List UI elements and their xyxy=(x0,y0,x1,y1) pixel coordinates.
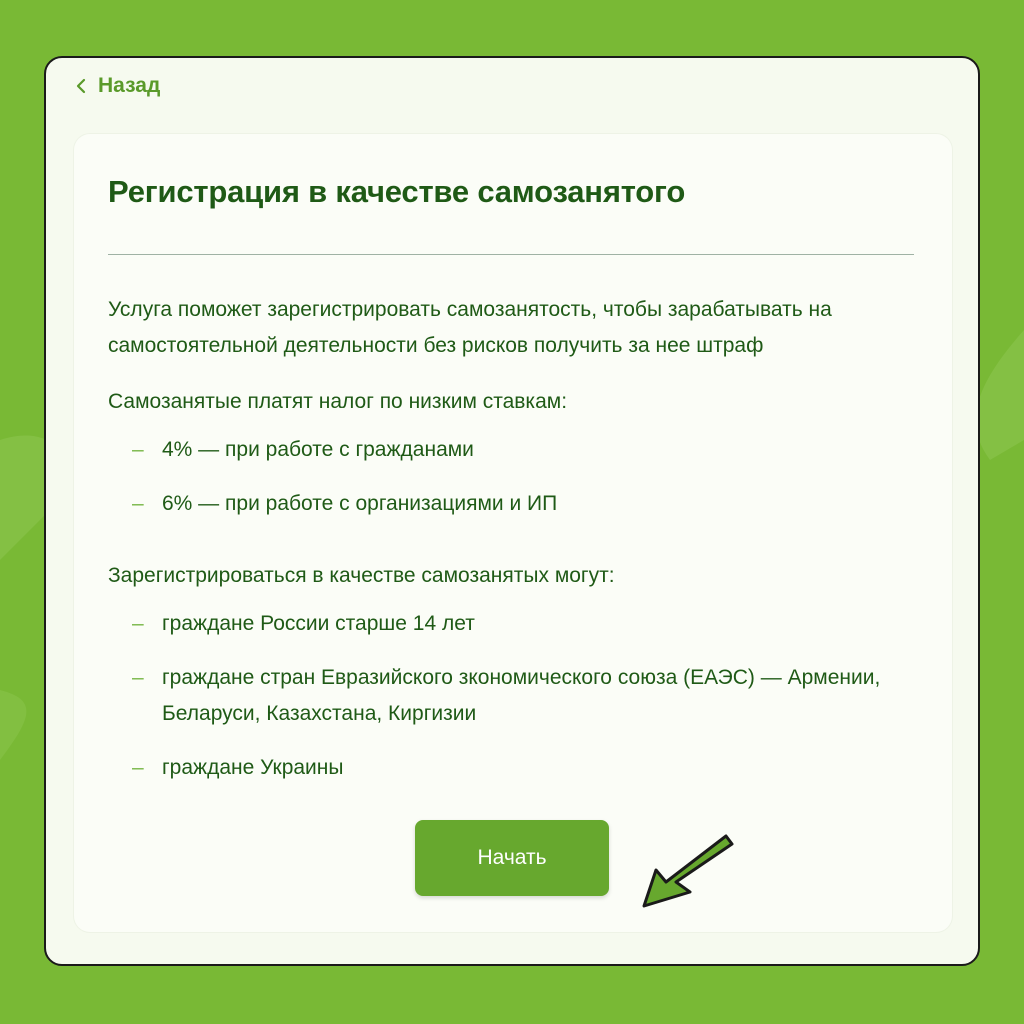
service-card xyxy=(74,134,952,932)
tax-rate-list xyxy=(108,432,908,522)
list-item xyxy=(108,606,908,642)
eligibility-item: граждане стран Евразийского зкономического союза (ЕАЭС) — Армении, Беларуси, Казахстана, Киргизии xyxy=(162,666,881,725)
back-link[interactable] xyxy=(74,72,160,100)
tax-rate-item: 6% — при работе с организациями и ИП xyxy=(162,492,558,515)
eligibility-list xyxy=(108,606,908,786)
tax-rate-item: 4% — при работе с гражданами xyxy=(162,438,474,461)
eligibility-item: граждане России старше 14 лет xyxy=(162,612,475,635)
dash-bullet: – xyxy=(132,438,144,461)
title-divider xyxy=(108,254,914,255)
eligibility-item: граждане Украины xyxy=(162,756,344,779)
service-description: Услуга поможет зарегистрировать самозанятость, чтобы зарабатывать на самостоятельной деятельности без рисков получить за нее штраф xyxy=(108,298,832,357)
list-item xyxy=(108,486,908,522)
chevron-left-icon xyxy=(74,76,88,96)
dash-bullet: – xyxy=(132,612,144,635)
dash-bullet: – xyxy=(132,666,144,689)
app-window xyxy=(44,56,980,966)
tax-section-label: Самозанятые платят налог по низким ставкам: xyxy=(108,390,568,413)
list-item xyxy=(108,660,908,732)
list-item xyxy=(108,750,908,786)
eligibility-section-label: Зарегистрироваться в качестве самозанятых могут: xyxy=(108,564,615,587)
back-link-label: Назад xyxy=(98,74,161,97)
dash-bullet: – xyxy=(132,756,144,779)
dash-bullet: – xyxy=(132,492,144,515)
page-title: Регистрация в качестве самозанятого xyxy=(108,174,686,209)
list-item xyxy=(108,432,908,468)
start-button[interactable]: Начать xyxy=(415,820,609,896)
